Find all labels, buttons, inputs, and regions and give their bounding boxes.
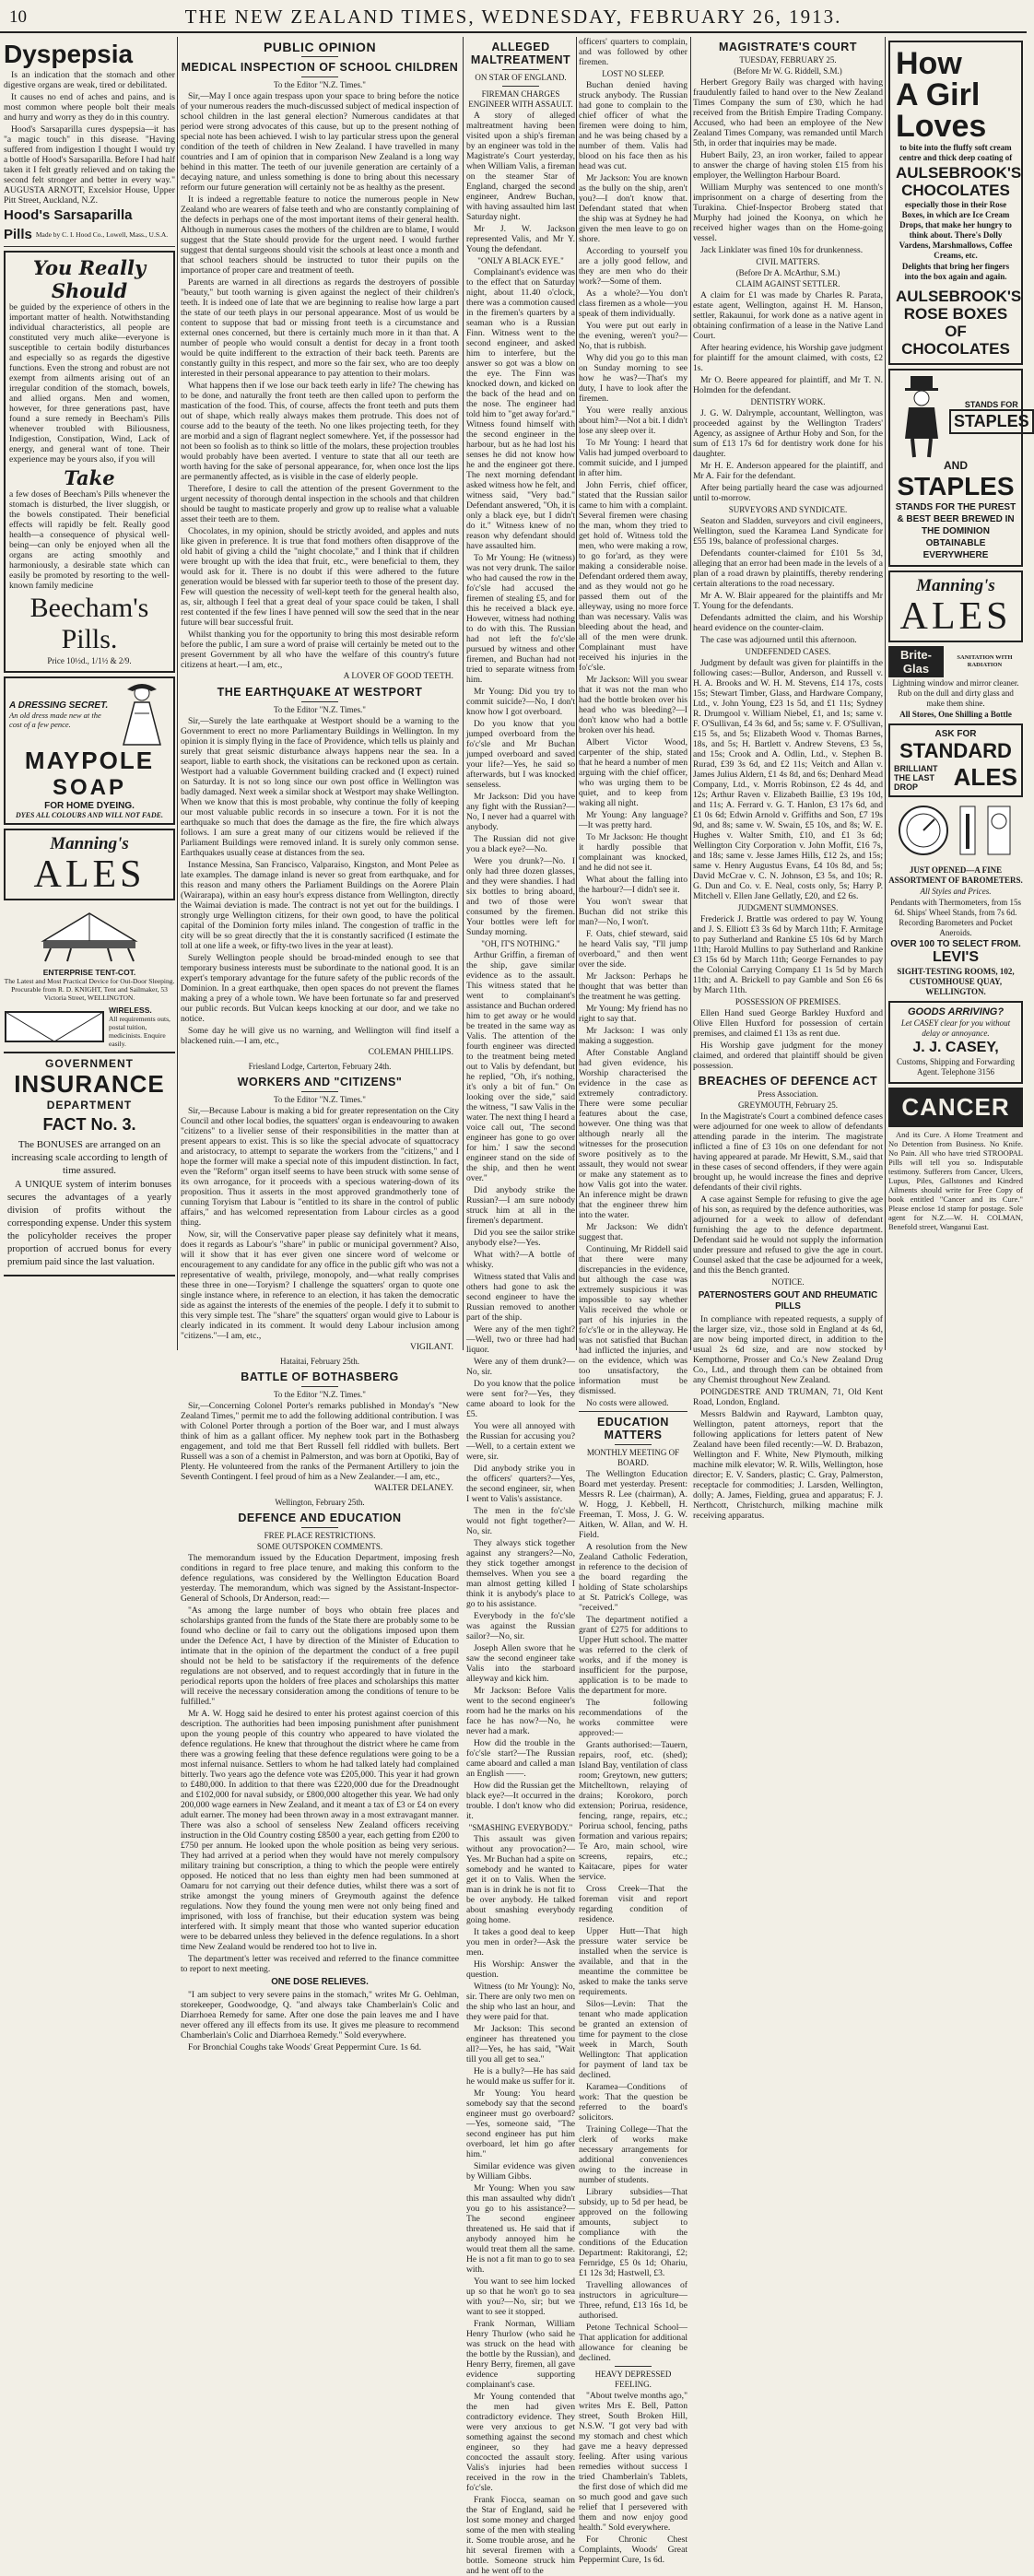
- barometer-icon: [896, 801, 1016, 860]
- article-paragraph: Mr Jackson: Before Valis went to the second engineer's room had he the marks on his face he has now?—No, he never had a mark.: [466, 1686, 575, 1736]
- article-paragraph: Mr Young: Did you try to commit suicide?—No, I don't know how I got overboard.: [466, 687, 575, 717]
- article-paragraph: "As among the large number of boys who obtain free places and scholarships granted from the funds of the State there are probably some to be found who decline or fail to carry out the obligations imposed upon them under the Defence Act, I have by direction of the Minister of Education to intimate that in the opinion of the department the conduct of a free pupil should not be held to be satisfactory if the requirements of the defence regulations are not observed, and to request accordingly that in future in the periodical reports upon the holders of free places and scholarships this matter will receive the necessary consideration among the conditions of tenure to be fulfilled.": [181, 1606, 459, 1707]
- dyspepsia-headline: Dyspepsia: [4, 40, 134, 68]
- article-paragraph: Witness stated that Valis and others had gone to ask the second engineer to have the Russian removed to another part of the ship.: [466, 1272, 575, 1323]
- aulsebrooks-brand: AULSEBROOK'S: [896, 164, 1022, 182]
- article-paragraph: Frank Fiocca, seaman on the Star of England, said he lost some money and charged some of the men with stealing it. Some trouble arose, and he hit several firemen with a bottle. Someone struck him and he went off to the: [466, 2495, 575, 2576]
- ales-brand: ALES: [33, 853, 146, 896]
- chocolates-brand: CHOCOLATES: [901, 182, 1010, 199]
- hoods-headline: Hood's Sarsaparilla: [4, 207, 133, 223]
- mannings-ales-ad: [4, 829, 175, 900]
- article-paragraph: Sir,—Because Labour is making a bid for greater representation on the City Council and other local bodies, the squatters' organ is endeavouring to awaken "citizens" to a livelier sense of their responsibilities in the matter than at present appears to exist. This is so like the special advocate of squattocracy and aristocracy, to attempt to separate the workers from the "citizens," and I hope the former will make a special note of this impudent distinction. In fact, even the "Reform" organ itself seems to have been struck with some sense of its own arrogance, for it proceeds with a specious watering-down of its proposition. Thus it asserts in the most approved grandmotherly tone of cunning Toryism that Labour is "entitled to its share in the control of public affairs," and has welcomed representation from Labour circles as a good thing.: [181, 1106, 459, 1228]
- ad-text: Hood's Sarsaparilla cures dyspepsia—it has "a magic touch" in this disease. "Having suffered from indigestion I thought I would try a bottle of Hood's Sarsaparilla. Before I had half taken it I felt greatly relieved and on taking the second felt stronger and better in every way." AUGUSTA ARNOTT, Excelsior House, Upper Pitt Street, Auckland, N.Z.: [4, 124, 175, 206]
- staples-top-row: [894, 374, 1029, 459]
- casey-ad: [888, 1001, 1023, 1084]
- wireless-text: All requirements outs, postal tuition, medicinists. Enquire easily.: [109, 1015, 170, 1048]
- article-paragraph: Did you see the sailor strike anybody else?—Yes.: [466, 1228, 575, 1248]
- article-paragraph: Mr Young: When you saw this man assaulted why didn't you go to his assistance?—The second engineer threatened us. He said that if anybody annoyed him he would treat them all the same. He is not a fit man to go to sea with.: [466, 2183, 575, 2275]
- stands-for-label: STANDS FOR: [964, 399, 1018, 409]
- article-paragraph: Did anybody strike you in the officers' quarters?—Yes, the second engineer, sir, when I went to Valis's assistance.: [466, 1464, 575, 1504]
- beechams-ad: [4, 251, 175, 673]
- fact-text-2: A UNIQUE system of interim bonuses secures the advantages of a yearly division of profits without the corresponding expense. Under this system the policyholder receives the proper proportion of accrued bonus for every premium paid since the last valuation.: [7, 1180, 171, 1267]
- government-insurance-ad: [4, 1052, 175, 1276]
- article-headline: THE EARTHQUAKE AT WESTPORT: [217, 686, 423, 699]
- article-headline: WORKERS AND "CITIZENS": [237, 1076, 403, 1088]
- soap-brand: SOAP: [52, 775, 126, 800]
- article-subheading: CLAIM AGAINST SETTLER.: [735, 279, 840, 288]
- tent-cot-ad: [4, 904, 175, 1002]
- article-paragraph: What with?—A bottle of whisky.: [466, 1250, 575, 1270]
- over-100-label: OVER 100 TO SELECT FROM.: [890, 939, 1021, 949]
- tent-maker: Procurable from R. D. KNIGHT, Tent and Sailmaker, 53 Victoria Street, WELLINGTON.: [11, 985, 168, 1002]
- article-paragraph: As a whole?—You don't class firemen as a whole—you speak of them individually.: [579, 288, 687, 319]
- ask-for-label: ASK FOR: [934, 729, 977, 739]
- article-subheading: (Before Mr W. G. Riddell, S.M.): [734, 66, 842, 76]
- article-paragraph: The Russian did not give you a black eye?—No.: [466, 834, 575, 854]
- article-paragraph: Mr Young contended that the men had given contradictory evidence. They were very anxious to get something against the second engineer, so they had concocted the assault story. Valis's injuries had been received in the row in the fo'c'sle.: [466, 2392, 575, 2493]
- tent-title: ENTERPRISE TENT-COT.: [42, 968, 136, 977]
- article-paragraph: Mr Jackson: Did you have any fight with the Russian?—No, I never had a quarrel with anybody.: [466, 792, 575, 832]
- article-paragraph: Upper Hutt—That high pressure water service be installed when the service is available, and that in the meantime the committee be asked to make the tanks serve requirements.: [579, 1926, 687, 1997]
- cancer-cure-ad: [888, 1088, 1023, 1231]
- briteglas-side: SANITATION WITH RADIATION: [957, 654, 1013, 668]
- divider: [301, 1386, 338, 1387]
- briteglas-text: Lightning window and mirror cleaner. Rub on the dull and dirty glass and make them shine.: [892, 678, 1019, 708]
- article-paragraph: What happens then if we lose our back teeth early in life? The chewing has to be done, and naturally the front teeth are then called upon to perform the mastication of the food. This, of course, affects the front teeth and puts them out of shape, which really always makes them protrude. This does not of course add to the beauty of the teeth. No one likes projecting teeth, for they are morbid and a sign of flagrant neglect somewhere. Yet, if the possessor had not been so foolish as to think so little of the molars, these projection troubles would probably have been averted. I venture to state that all our teeth are worth having for the sake of personal appearance, for, when once lost the lips are permanently affected, as is visible in the case of elderly people.: [181, 381, 459, 482]
- article-subheading: ON STAR OF ENGLAND.: [475, 73, 567, 82]
- article-subheading: SOME OUTSPOKEN COMMENTS.: [256, 1542, 383, 1551]
- wireless-text-block: [109, 1006, 175, 1048]
- staples-text: STANDS FOR THE PUREST & BEST BEER BREWED IN THE DOMINION OBTAINABLE EVERYWHERE: [895, 502, 1016, 560]
- column-public-opinion: [181, 37, 459, 2053]
- article-paragraph: Whilst thanking you for the opportunity to bring this most desirable reform before the public, I am sure a word of praise will certainly be meted out to the present Government by all who have the welfare of this country's future citizens at heart.—I am, etc.,: [181, 629, 459, 670]
- article-paragraph: Mr Young: Any language?—It was pretty hard.: [579, 810, 687, 830]
- article-paragraph: Defendants counter-claimed for £101 5s 3d, alleging that an error had been made in the levels of a plan of a road drawn by plaintiffs, thereby rendering certain alterations to the road necessary.: [693, 548, 883, 589]
- article-headline: BREACHES OF DEFENCE ACT: [698, 1075, 878, 1088]
- government-label: GOVERNMENT: [44, 1057, 134, 1070]
- article-paragraph: Were any of the men tight?—Well, two or three had had liquor.: [466, 1324, 575, 1355]
- article-paragraph: Defendants admitted the claim, and his Worship heard evidence on the counter-claim.: [693, 613, 883, 633]
- letter-location: Wellington, February 25th.: [275, 1498, 365, 1507]
- ad-text: Delights that bring her fingers into the box again and again.: [901, 262, 1010, 281]
- divider: [579, 1411, 687, 1412]
- article-paragraph: Sir,—May I once again trespass upon your space to bring before the notice of your numerous readers the much-discussed subject of medical inspection of school children in the last general election? Numerous candidates at that period were strong advocates of this cause, but up to the present nothing of special note has been achieved. I wish to lay particular stress upon the general condition of the teeth of children in New Zealand. I have travelled in many countries and I am of opinion that in comparison New Zealand is a long way behind in this matter. The teeth of our juvenile generation are certainly of a decaying nature, and unless something is done to bring about this necessary reform our future generation will certainly not be as healthy as the present.: [181, 91, 459, 193]
- article-paragraph: After hearing evidence, his Worship gave judgment for plaintiff for the amount claimed, with costs, £2 1s.: [693, 343, 883, 373]
- maypole-soap-ad: [4, 676, 175, 825]
- article-paragraph: William Murphy was sentenced to one month's imprisonment on a charge of deserting from the Turakina. Chief-Inspector Broberg stated that Murphy had joined the Koonya, on which he received higher wages than on the Home-going vessel.: [693, 182, 883, 243]
- article-headline: BATTLE OF BOTHASBERG: [241, 1370, 399, 1383]
- article-paragraph: The men in the fo'c'sle would not fight together?—No, sir.: [466, 1506, 575, 1536]
- column-rule: [885, 37, 886, 1350]
- article-paragraph: Surely Wellington people should be broad-minded enough to see that temporary business interests must be subordinate to the national good. It is an expert's temporary advantage for the future safety of the public records of the Dominion. In a great earthquake, then open spaces do not prevent the flames making a prey of a whole town. We have been fortunate so far and preserved our public records. But Vulcan keeps knocking at our door, and we take no notice.: [181, 953, 459, 1024]
- article-paragraph: Training College—That the clerk of works make necessary arrangements for additional conveniences owing to the increase in number of students.: [579, 2124, 687, 2185]
- standard-taglines: [894, 764, 950, 792]
- staples-big: STAPLES: [897, 472, 1015, 500]
- briteglas-price: All Stores, One Shilling a Bottle: [899, 710, 1012, 719]
- letter-location: Hataitai, February 25th.: [280, 1357, 359, 1366]
- soap-colours: DYES ALL COLOURS AND WILL NOT FADE.: [16, 811, 163, 819]
- article-paragraph: To Mr Young: I heard that Valis had jumped overboard to commit suicide, and I jumped in after him.: [579, 438, 687, 478]
- ad-text: be guided by the experience of others in the important matter of health. Notwithstanding individual characteristics, all people are constituted very much alike—everyone is susceptible to certain bodily disturbances and especially so as regards the digestive functions. Even the strong and robust are not exempt from ailments arising out of an irregular condition of the stomach, bowels, and allied organs. Men and women, however, for three generations past, have found a sure remedy in Beecham's Pills whenever troubled with Biliousness, Indigestion, Constipation, Wind, Lack of energy, and general want of tone. Their experience may be yours also, if you will: [9, 302, 170, 465]
- article-paragraph: Mr Young: My friend has no right to say that.: [579, 1004, 687, 1024]
- soap-subtitle: FOR HOME DYEING.: [44, 801, 135, 811]
- article-paragraph: Similar evidence was given by William Gibbs.: [466, 2161, 575, 2182]
- article-paragraph: Mr Jackson: This second engineer has threatened you all?—Yes, he has said, "Wait till you all get to sea.": [466, 2024, 575, 2064]
- how-headline: How: [896, 46, 962, 81]
- article-paragraph: Witness (to Mr Young): No, sir. There are only two men on the ship who last an hour, and they were paid for that.: [466, 1982, 575, 2022]
- article-paragraph: Sir,—Concerning Colonel Porter's remarks published in Monday's "New Zealand Times," permit me to add the following additional contribution. I was with Colonel Porter through a portion of the Boer war, and I must always think of him as a gallant officer. My nephew took part in the Bothasberg engagement, and told me that Bert Russell fell riddled with bullets. Bert Russell was a son of a chemist in Palmerston, and was born at Opotiki, Bay of Plenty. He volunteered from the ranks of the Permanent Artillery to join the Seventh Contingent. I feel proud of him as a New Zealander.—I am, etc.,: [181, 1401, 459, 1482]
- ad-text: It causes no end of aches and pains, and is most common where people bolt their meals and hurry and worry as they do in this country.: [4, 92, 175, 123]
- mannings-script: Manning's: [50, 834, 129, 853]
- article-paragraph: His Worship gave judgment for the money claimed, and ordered that plaintiff should be given possession.: [693, 1041, 883, 1071]
- article-paragraph: How did the trouble in the fo'c'sle start?—The Russian came aboard and called a man an English ——.: [466, 1738, 575, 1779]
- insurance-label: INSURANCE: [14, 1070, 165, 1098]
- aulsebrooks-ad: [888, 41, 1023, 365]
- article-paragraph: Mr Young: You heard somebody say that the second engineer must go overboard?—Yes, someone said, "The second engineer has put him overboard, let him go after him.": [466, 2088, 575, 2159]
- article-paragraph: His Worship: Answer the question.: [466, 1959, 575, 1980]
- dressing-row: [9, 682, 170, 747]
- page-number: 10: [9, 7, 27, 27]
- article-paragraph: Why did you go to this man on Sunday morning to see how he was?—That's my duty, I have to look after the firemen.: [579, 353, 687, 404]
- cancer-text: And its Cure. A Home Treatment and No Detention from Business. No Knife. No Pain. All who have tried STROOPAL Pills will tell you so. Indisputable testimony. Sufferers from Cancer, Ulcers, Lupus, Piles, Gallstones and Kindred Ailments should write for Free Copy of book entitled "Cancer and its Cure." Please enclose 1d stamp for postage. Sole agent for N.Z.—W. H. COLMAN, Benefold street, Wanganui East.: [888, 1130, 1023, 1231]
- article-paragraph: You were all annoyed with the Russian for accusing you?—Well, to a certain extent we were, sir.: [466, 1421, 575, 1462]
- wireless-title: WIRELESS.: [109, 1006, 152, 1015]
- article-paragraph: Chocolates, in my opinion, should be strictly avoided, and apples and nuts like given in preference. It is true that fond mothers often disapprove of the old habit of giving a child the "night chocolate," and I think that if children were brought up with the idea that fruit, etc., were beneficial to them, they would ask for it. There is no doubt if this were adhered to the future generation would be blessed with far superior teeth to those of the present day. Few will question the necessity of well-kept teeth for the general health also, as, sir, although I feel that a great deal of your space could be taken, I shall rest contented if the few lines I have penned will sow the seed that in the near future will bear successful fruit.: [181, 526, 459, 628]
- article-paragraph: Parents are warned in all directions as regards the destroyers of possible "beauty," but tooth warning is given against the neglect of their children's teeth. It is indeed one of late that we are beginning to realise how large a part the state of our teeth plays in our personal appearance. Most of us would be content to suppose that bad or missing front teeth is a circumstance and external ones concerned, but there is certainly much more in it than that. A number of people who would consult a dentist for decay in a front tooth would be quite indifferent to the extraction of their back teeth. Parents are constantly guilty in this respect, and more so the fair sex, who are too deeply interested in their personal appearance to pay attention to their molars.: [181, 277, 459, 379]
- maypole-brand: MAYPOLE: [24, 747, 155, 774]
- to-editor: To the Editor "N.Z. Times.": [274, 1390, 366, 1399]
- article-subheading: TUESDAY, FEBRUARY 25.: [739, 55, 837, 65]
- divider: [615, 2366, 652, 2367]
- article-paragraph: After Constable Angland had given evidence, his Worship characterised the evidence in the case as extremely contradictory. There were some peculiar features about the case, however. One thing was that although nearly all the witnesses for the prosecution swore positively as to the assault, they would not swear or make any statement as to how Valis got into the water. An inference might be drawn that the engineer threw him into the water.: [579, 1048, 687, 1220]
- dressing-title: A DRESSING SECRET.: [9, 700, 109, 711]
- article-paragraph: Cross Creek—That the foreman visit and report regarding condition of residence.: [579, 1884, 687, 1924]
- rose-boxes-brand: AULSEBROOK'S ROSE BOXES OF CHOCOLATES: [896, 288, 1022, 358]
- article-paragraph: Do you know that the police were sent for?—Yes, they came aboard to look for the £5.: [466, 1379, 575, 1419]
- article-paragraph: How did the Russian get the black eye?—It occurred in the trouble. I don't know who did it.: [466, 1781, 575, 1821]
- article-paragraph: Messrs Baldwin and Rayward, Lambton quay, Wellington, patent attorneys, report that the following applications for letters patent of New Zealand have been filed recently:—W. D. Brabazon, Wellington and F. White, New Plymouth, milking machine milk elevator; W. R. Wills, Wellington, hose director; E. V. Sanders, plastic; C. Gray, Palmerston, receptacle for commodities; J. Larsden, Wellington, dolly; A. James, Fielding, gruea and apparatus; F. J. Nerthcott, Christchurch, milking machine milk receiving apparatus.: [693, 1409, 883, 1521]
- article-paragraph: Karamea—Conditions of work: That the question be referred to the board's solicitors.: [579, 2082, 687, 2123]
- beechams-logo: Beecham's: [29, 593, 149, 623]
- article-paragraph: Sir,—Surely the late earthquake at Westport should be a warning to the Government to erect no more Parliamentary Buildings in Wellington. In my opinion it is simply flying in the face of Providence, which tells us plainly and surely that great seismic disturbance always happens near the sea. In a seaport, liable to earth shock, the visitations can be reckoned upon as certain. Westport had a valuable Government building cracked and (I expect) ruined on Saturday. It is not so long since our own post office in Wellington was badly damaged. Next week a similar shock at Westport may shake Wellington. When we know that this is most probable, why continue the folly of keeping our most valuable public records in so insecure a town. For it is not the earthquake so much that does the damage as the fire, the fire which always follows. I am sure a great many of our citizens would be relieved if the Parliament Buildings were removed inland. It is surely only common sense. Earthquakes usually cease at distances from the sea.: [181, 716, 459, 858]
- article-subheading: "ONLY A BLACK EYE.": [477, 256, 564, 265]
- department-label: DEPARTMENT: [46, 1099, 133, 1112]
- article-paragraph: Some day he will give us no warning, and Wellington will find itself a blackened ruin.—I am, etc.,: [181, 1026, 459, 1046]
- article-subheading: GREYMOUTH, February 25.: [738, 1100, 838, 1110]
- article-subheading: Press Association.: [758, 1089, 818, 1099]
- article-headline: ALLEGED MALTREATMENT: [470, 41, 571, 66]
- article-subheading: "SMASHING EVERYBODY.": [468, 1823, 573, 1832]
- article-paragraph: Complainant's evidence was to the effect that on Saturday night, about 11.40 o'clock, there was a commotion caused in the firemen's quarters by a seaman who is a Russian Finn. Witness went to the second engineer, and asked him to interfere, but the answer so got was a blow on the eye. The Finn was knocked down, and kicked on the back of the head and on the nose. The engineer had told him to "get away for'ard." Witness found himself with the second engineer in the harbour, but as he had lost his senses he did not know how he and the engineer got there. The next morning defendant asked witness how he felt, and witness said, "Very bad." Defendant answered, "Oh, it is only a black eye, but I didn't do it." Witness knew of no reason why defendant should have assaulted him.: [466, 267, 575, 551]
- article-paragraph: He is a bully?—He has said he would make us suffer for it.: [466, 2066, 575, 2087]
- masthead: [0, 0, 1027, 33]
- gentleman-figure-icon: [894, 374, 949, 459]
- article-paragraph: It is indeed a regrettable feature to notice the numerous people in New Zealand who are wearers of false teeth and who are constantly complaining of the defects in perhaps one of the most important items of their general health. Although in numerous cases the mothers of the children are to blame, I would suggest that the State should provide for the urgent need. I would further suggest that dental surgeons should visit the schools at least once a month and that school teachers should be instructed to tutor their pupils on the importance of proper care and treatment of teeth.: [181, 194, 459, 276]
- article-paragraph: Mr Jackson: We didn't suggest that.: [579, 1222, 687, 1242]
- article-headline: PATERNOSTERS GOUT AND RHEUMATIC PILLS: [698, 1290, 878, 1312]
- levis-brand: LEVI'S: [932, 949, 980, 965]
- column-rule: [463, 37, 464, 1350]
- standard-bottom-row: [894, 763, 1017, 792]
- column-advertisements-right: [888, 37, 1029, 1353]
- section-heading: PUBLIC OPINION: [263, 40, 377, 54]
- tent-cot-icon: [34, 904, 145, 963]
- dressing-caption: An old dress made new at the cost of a few pence.: [9, 710, 101, 729]
- article-paragraph: A resolution from the New Zealand Catholic Federation, in reference to the decision of the board regarding the holding of State scholarships at St. Patrick's College, was "received.": [579, 1542, 687, 1613]
- standard-ales-ad: [888, 723, 1023, 797]
- article-paragraph: Library subsidies—That subsidy, up to 5d per head, be approved on the following amounts, subject to compliance with the conditions of the Education Department: Rakitorangi, £2; Fernridge, £5 0s 1d; Ohariu, £1 12s 3d; Hastwell, £3.: [579, 2187, 687, 2278]
- article-paragraph: In the Magistrate's Court a combined defence cases were adjourned for one week to allow of defendants attending parade in the interim. The magistrate inflicted a fine of £3 10s on one defendant for not having appeared at parade. Mr Hewitt, S.M., said that in these cases of second offenders, if they were again brought up, he would increase the fines and deprive defendants of their civil rights.: [693, 1112, 883, 1193]
- article-paragraph: Now, sir, will the Conservative paper please say definitely what it means, does it regards as Labour's "share" in public or municipal government? Also, will it show that it has ever given one sincere word of welcome or encouragement to any candidate for any office in the public gift who was not a representative of wealth, privilege, monopoly, and—what really comprises these three in one—Toryism? I challenge the squatters' organ to quote one single instance where, in reference to an election, it has taken the democratic side as against the interests of the enemies of the people. I defy it to submit to this very simple test. The "share" the squatters' organ would give to Labour is clearly indicated in its comment. It would deny Labour inclusion among "citizens."—I am, etc.,: [181, 1229, 459, 1341]
- article-paragraph: In compliance with repeated requests, a supply of the larger size, viz., those sold in England at 4s 6d, are now being imported direct, in addition to the usual 2s 6d size, and are now stocked by Kempthorne, Prosser and Co.'s New Zealand Drug Co., Ltd., and through them can be obtained from any Chemist throughout New Zealand.: [693, 1314, 883, 1385]
- article-subheading: SURVEYORS AND SYNDICATE.: [728, 505, 848, 514]
- article-subheading: NOTICE.: [771, 1277, 805, 1287]
- article-paragraph: Herbert Gregory Baily was charged with having fraudulently failed to hand over to the New Zealand Times Company the sum of £30, which he had received from the British Empire Trading Company. Accused, who had been an employee of the New Zealand Times Company, was remanded until March 5th, in order that inquiries may be made.: [693, 77, 883, 148]
- article-paragraph: Everybody in the fo'c'sle was against the Russian sailor?—No, sir.: [466, 1611, 575, 1641]
- masthead-title: THE NEW ZEALAND TIMES, WEDNESDAY, FEBRUARY 26, 1913.: [184, 6, 842, 28]
- article-paragraph: Mr J. W. Jackson represented Valis, and Mr Y. Young the defendant.: [466, 224, 575, 254]
- article-paragraph: Continuing, Mr Riddell said that there were many discrepancies in the evidence, but although the case was extremely suspicious it was impossible to say whether Valis received the whole or part of his injuries in the fo'c's'le or in the alleyway. He was not satisfied that Buchan had inflicted the injuries, and on the evidence, which was too unsatisfactory, the information must be dismissed.: [579, 1244, 687, 1396]
- article-paragraph: F. Oats, chief steward, said he heard Valis say, "I'll jump overboard," and then went over the side.: [579, 929, 687, 970]
- briteglas-ad: [888, 646, 1023, 720]
- article-paragraph: Silos—Levin: That the tenant who made application be granted an extension of time for payment to the close week in March, South Wellington: That application for payment of land tax be declined.: [579, 1999, 687, 2080]
- to-editor: To the Editor "N.Z. Times.": [274, 1095, 366, 1104]
- mannings-script: Manning's: [916, 576, 995, 595]
- article-paragraph: This assault was given without any provocation?—Yes. Mr Buchan had a spite on somebody and he wanted to get it on to Valis. When the man is in drink he is not fit to be over anybody. He talked about smashing everybody going home.: [466, 1834, 575, 1925]
- article-subheading: DENTISTRY WORK.: [750, 397, 826, 406]
- fact-text: The BONUSES are arranged on an increasing scale according to length of time assured.: [11, 1139, 168, 1176]
- divider: [301, 1527, 338, 1528]
- article-paragraph: Joseph Allen swore that he saw the second engineer take Valis into the starboard alleyway and kick him.: [466, 1643, 575, 1684]
- article-paragraph: It takes a good deal to keep you men in order?—Ask the men.: [466, 1927, 575, 1958]
- article-paragraph: Hubert Baily, 23, an iron worker, failed to appear to answer the charge of having stolen £15 from his employer, the Wellington Harbour Board.: [693, 150, 883, 181]
- signature: WALTER DELANEY.: [373, 1484, 453, 1493]
- article-subheading: "OH, IT'S NOTHING.": [481, 939, 560, 948]
- staples-banner: [949, 400, 1034, 434]
- a-girl-headline: A Girl: [896, 77, 981, 112]
- column-court-continued: [579, 37, 687, 2565]
- article-subheading: CIVIL MATTERS.: [756, 257, 820, 266]
- article-paragraph: Grants authorised:—Tauern, repairs, roof, etc. (shed); Island Bay, ventilation of class room; Greytown, new gutters; Mitchelltown, relaying of drains; Korokoro, porch extension; Porirua, residence, fencing, range, repairs, etc.; Porirua school, fencing, paths formation and various repairs; Te Aro, main school, wire screens, repairs, etc.; Kaitacare, pipes for water service.: [579, 1740, 687, 1882]
- article-paragraph: What about the falling into the harbour?—I didn't see it.: [579, 875, 687, 895]
- column-rule: [576, 37, 577, 1350]
- divider: [502, 86, 539, 87]
- article-paragraph: Mr Jackson: Perhaps he thought that was better than the treatment he was getting.: [579, 971, 687, 1002]
- last-drop-label: THE LAST DROP: [894, 772, 934, 792]
- article-paragraph: The following recommendations of the works committee were approved:—: [579, 1698, 687, 1738]
- article-paragraph: A case against Semple for refusing to give the age of his son, as required by the defence authorities, was adjourned for a week to allow of defendant furnishing the age to the defence department. Defendant said he would not supply the information under pressure and refused to give the age in court. Counsel asked that the case be adjourned for a week, and this the Bench granted.: [693, 1194, 883, 1276]
- divider: [301, 56, 338, 57]
- just-opened: JUST OPENED—A FINE ASSORTMENT OF BAROMETERS.: [888, 865, 1023, 885]
- ad-text: a few doses of Beecham's Pills whenever the stomach is disturbed, the liver sluggish, or the bowels constipated. Their beneficial effects will rapidly be felt. Really good health—a consequence of physical well-being—can only be enjoyed when all the organs are acting smoothly and harmoniously, a desirable state which can easily be promoted by resorting to the well-known family medicine: [9, 489, 170, 591]
- mannings-ales-ad-right: [888, 570, 1023, 642]
- article-paragraph: "I am subject to very severe pains in the stomach," writes Mr G. Oehlman, storekeeper, Goodwoodge, Q. "and always take Chamberlain's Colic and Diarrhoea Remedy for same. After one dose the pain leaves me and I have never offered any ill effects from its use. It gives me pleasure to recommend Chamberlain's Colic and Diarrhoea Remedy." Sold everywhere.: [181, 1990, 459, 2041]
- article-paragraph: According to yourself you are a jolly good fellow, and they are men who do their work?—Some of them.: [579, 246, 687, 287]
- article-paragraph: Mr O. Beere appeared for plaintiff, and Mr T. N. Holmden for the defendant.: [693, 375, 883, 395]
- levis-address: SIGHT-TESTING ROOMS, 102, CUSTOMHOUSE QUAY, WELLINGTON.: [897, 967, 1015, 996]
- article-paragraph: Mr A. W. Blair appeared for the plaintiffs and Mr T. Young for the defendants.: [693, 591, 883, 611]
- lady-figure-icon: [114, 682, 170, 747]
- article-paragraph: Do you know that you jumped overboard from the fo'c'sle and Mr Buchan jumped overboard and saved your life?—Yes, he said so afterwards, but I was knocked senseless.: [466, 719, 575, 790]
- casey-text: Customs, Shipping and Forwarding Agent. Telephone 3156: [896, 1057, 1015, 1076]
- article-paragraph: The department's letter was received and referred to the finance committee to report to next meeting.: [181, 1954, 459, 1974]
- divider: [615, 1444, 652, 1445]
- staples-ad: [888, 369, 1029, 567]
- article-paragraph: The Wellington Education Board met yesterday. Present: Messrs R. Lee (chairman), A. W. Hogg, J. Kebbell, H. Freeman, T. Moss, J. G. W. Aitken, W. Allan, and W. H. Field.: [579, 1469, 687, 1540]
- casey-tagline: Let CASEY clear for you without delay or annoyance.: [900, 1018, 1011, 1038]
- article-paragraph: Frederick J. Brattle was ordered to pay W. Young and J. S. Elliott £3 3s 6d by March 11th; F. Armitage to pay Sutherland and Rankine £5 10s 6d by March 11th; Harold Mullins to pay Sutherland and Rankine £3 15s 6d by March 11th; George Fernandes to pay the Colonial Carrying Company £1 1s 5d by March 11th; and A. Brickell to pay Gamble and Son £6 6s by March 11th.: [693, 914, 883, 995]
- article-paragraph: "About twelve months ago," writes Mrs E. Bell, Patton street, South Broken Hill, N.S.W. "I got very bad with my stomach and chest which gave me a heavy depressed feeling. After using various remedies without success I tried Chamberlain's Tablets, the first dose of which did me so much good and gave such relief that I persevered with them and now enjoy good health." Sold everywhere.: [579, 2391, 687, 2533]
- article-paragraph: You want to see him locked up so that he won't go to sea with you?—No, sir; but we want to see it stopped.: [466, 2276, 575, 2317]
- article-paragraph: To Mr Jackson: He thought it hardly possible that complainant was knocked, and he did not see it.: [579, 832, 687, 873]
- to-editor: To the Editor "N.Z. Times.": [274, 705, 366, 714]
- article-paragraph: No costs were allowed.: [586, 1398, 669, 1408]
- and-label: AND: [944, 459, 968, 472]
- divider: [502, 69, 539, 70]
- article-paragraph: Frank Norman, William Henry Thurlow (who said he was struck on the head with the bottle by the Russian), and Henry Berry, firemen, all gave evidence supporting complainant's case.: [466, 2319, 575, 2390]
- signature: COLEMAN PHILLIPS.: [368, 1048, 453, 1057]
- ad-text: to bite into the fluffy soft cream centre and thick deep coating of: [899, 143, 1013, 162]
- loves-headline: Loves: [896, 109, 987, 144]
- hoods-pills: Pills: [4, 227, 32, 242]
- to-editor: To the Editor "N.Z. Times.": [274, 80, 366, 89]
- ales-brand: ALES: [899, 595, 1012, 638]
- article-subheading: FREE PLACE RESTRICTIONS.: [264, 1531, 376, 1540]
- article-headline: MEDICAL INSPECTION OF SCHOOL CHILDREN: [181, 61, 459, 74]
- goods-arriving-label: GOODS ARRIVING?: [907, 1006, 1005, 1017]
- briteglas-brand: Brite-Glas: [888, 646, 944, 677]
- article-paragraph: A story of alleged maltreatment having been visited upon a ship's fireman by an engineer was told in the Magistrate's Court yesterday, when William Valis, a fireman on the steamer Star of England, charged the second engineer, Andrew Buchan, with having assaulted him last Saturday night.: [466, 111, 575, 222]
- article-headline: EDUCATION MATTERS: [597, 1416, 669, 1441]
- article-paragraph: POINGDESTRE AND TRUMAN, 71, Old Kent Road, London, England.: [693, 1387, 883, 1407]
- article-paragraph: You were put out early in the evening, weren't you?—No, that is rubbish.: [579, 321, 687, 351]
- letter-location: Friesland Lodge, Carterton, February 24th.: [248, 1062, 392, 1071]
- beechams-price: Price 10½d., 1/1½ & 2/9.: [47, 656, 132, 665]
- article-paragraph: Arthur Griffin, a fireman of the ship, gave similar evidence as to the assault. This witness stated that he went to complainant's assistance and Buchan ordered him to get away or he would be treated in the same way as Valis. The attention of the fourth engineer was directed to the treatment being meted out to Valis by defendant, but he replied, "Oh, it's nothing, it's only a bit of fun." On looking over the side," said the witness, "I saw Valis in the water. The next thing I heard a voice call out, 'The second engineer has gone to go over for him.' I saw the second engineer stand on the side of the ship, and then he went over.": [466, 950, 576, 1183]
- column-rule: [177, 37, 178, 1350]
- hoods-pills-line: [4, 225, 175, 247]
- briteglas-header: [888, 646, 1023, 677]
- article-paragraph: The memorandum issued by the Education Department, imposing fresh conditions in regard to free place tenure, and making this conform to the defence regulations, was considered by the Wellington Education Board yesterday. The memorandum, which was signed by the Assistant-Inspector-General of Schools, Dr Anderson, read:—: [181, 1553, 459, 1604]
- staples-logo: STAPLES: [949, 409, 1034, 434]
- article-paragraph: The department notified a grant of £275 for additions to Upper Hutt school. The matter was referred to the clerk of works, and if the money is insufficient for the purpose, application is to be made to the department for more.: [579, 1615, 687, 1696]
- article-paragraph: Travelling allowances of instructors in agriculture—Three, refund, £13 16s 1d, be authorised.: [579, 2280, 687, 2321]
- article-paragraph: Therefore, I desire to call the attention of the present Government to the urgent necessity of thorough dental inspection in the schools and that children should be taught to masticate properly and grow up to realise what a valuable asset their teeth are to them.: [181, 484, 459, 524]
- article-paragraph: officers' quarters to complain, and was followed by other firemen.: [579, 37, 687, 67]
- article-paragraph: Ellen Hand sued George Barkley Huxford and Olive Ellen Huxford for possession of certain premises, and claimed £1 13s as rent due.: [693, 1008, 883, 1039]
- signature: VIGILANT.: [409, 1343, 453, 1352]
- article-paragraph: Buchan denied having struck anybody. The Russian had gone to complain to the chief officer of what the firemen were doing to him, and he was being chased by a number of them. Valis had blood on his face then as his head was cut.: [579, 80, 687, 171]
- divider: [301, 76, 338, 77]
- brilliant-label: BRILLIANT: [894, 763, 938, 773]
- article-paragraph: Mr Jackson: I was only making a suggestion.: [579, 1026, 687, 1046]
- article-paragraph: Instance Messina, San Francisco, Valparaiso, Kingston, and Mont Pelee as late examples. The damage inland is never so great from earthquake, and for this reason and many others the Parliament Buildings on the Aorere Plain (Wairarapa), within an easy hour's express distance from Wellington, directly the Waimai deviation is made. The contract is not yet out for the buildings. I strongly urge Wellington citizens, for their own good, to have the political capital of the Dominion forty miles inland. The congestion of traffic in the city will be so great directly that the it is constantly sacrificed (I estimate the toll at one life a week, or fifty-two lives in the year at least).: [181, 860, 459, 951]
- asw-logo-icon: [4, 1010, 105, 1043]
- article-paragraph: J. G. W. Dalrymple, accountant, Wellington, was proceeded against by the Wellington Traders' Agency, as assignee of Arthur Hoby and Son, for the sum of £13 17s 6d for dentistry work done for his daughter.: [693, 408, 883, 459]
- standard-brand: STANDARD: [899, 739, 1012, 762]
- signature: A LOVER OF GOOD TEETH.: [343, 672, 453, 681]
- article-paragraph: Seaton and Sladden, surveyors and civil engineers, Wellington, sued the Karamea Land Syndicate for £55 19s, balance of professional charges.: [693, 516, 883, 547]
- article-paragraph: Were any of them drunk?—No, sir.: [466, 1357, 575, 1377]
- column-alleged-maltreatment: [466, 37, 576, 2576]
- divider: [301, 701, 338, 702]
- article-paragraph: Mr H. E. Anderson appeared for the plaintiff, and Mr A. Fair for the defendant.: [693, 461, 883, 481]
- article-subheading: MONTHLY MEETING OF BOARD.: [586, 1448, 680, 1467]
- ad-text: Is an indication that the stomach and other digestive organs are weak, tired or debilitated.: [4, 70, 175, 90]
- wireless-ad: [4, 1006, 175, 1048]
- article-headline: MAGISTRATE'S COURT: [719, 41, 857, 53]
- pendants-text: Pendants with Thermometers, from 15s 6d. Ships' Wheel Stands, from 7s 6d. Recording Barometers and Pocket Aneroids.: [889, 898, 1022, 937]
- tent-subtitle: The Latest and Most Practical Device for Out-Door Sleeping.: [4, 977, 175, 985]
- article-paragraph: To Mr Young: He (witness) was not very drunk. The sailor who had caused the row in the fo'c'sle had accused the firemen of stealing £5, and for this he received a black eye. However, witness had nothing to do with this. The Russian had not left the fo'c'sle pursued by witness and other firemen, and Buchan had not tried to separate witness from him.: [466, 553, 575, 685]
- ales-brand: ALES: [953, 763, 1017, 791]
- column-advertisements-left: [4, 37, 175, 1353]
- article-paragraph: Were you drunk?—No. I only had three dozen glasses, and they were shandies. I had six bottles to bring aboard, and two of those were consumed by the firemen. Your bottles were left for Sunday morning.: [466, 856, 575, 937]
- article-paragraph: You were really anxious about him?—Not a bit. I didn't lose any sleep over it.: [579, 406, 687, 436]
- article-paragraph: For Bronchial Coughs take Woods' Great Peppermint Cure. 1s 6d.: [188, 2042, 422, 2053]
- article-subheading: POSSESSION OF PREMISES.: [734, 997, 841, 1006]
- levis-ad: [888, 801, 1023, 997]
- pills-logo: Pills.: [61, 624, 118, 654]
- article-paragraph: Did anybody strike the Russian?—I am sure nobody struck him at all in the firemen's department.: [466, 1185, 575, 1226]
- column-rule: [690, 37, 691, 1350]
- article-paragraph: They always stick together against any strangers?—No, they stick together amongst themselves. When you see a man almost getting killed I think it is anybody's place to go to his assistance.: [466, 1538, 575, 1609]
- article-paragraph: The case was adjourned until this afternoon.: [700, 635, 857, 645]
- take-headline: Take: [64, 466, 115, 489]
- article-paragraph: After being partially heard the case was adjourned until to-morrow.: [693, 483, 883, 503]
- column-magistrates-court: [693, 37, 883, 1521]
- article-subheading: (Before Dr A. McArthur, S.M.): [735, 268, 840, 277]
- article-paragraph: A claim for £1 was made by Charles R. Parata, estate agent, Wellington, against H. M. Hanson, settler, Rakaunui, for work done as a native agent in obtaining confirmation of a lease in the Native Land Court.: [693, 290, 883, 341]
- dressing-text: [9, 700, 111, 729]
- article-paragraph: Jack Linklater was fined 10s for drunkenness.: [700, 245, 864, 255]
- cancer-banner: CANCER: [888, 1088, 1023, 1127]
- article-headline: ONE DOSE RELIEVES.: [271, 1977, 369, 1987]
- article-subheading: HEAVY DEPRESSED FEELING.: [594, 2370, 672, 2389]
- article-paragraph: John Ferris, chief officer, stated that the Russian sailor came to him with a complaint. Several firemen were chasing the man, whom they tried to get hold of. Witness told the men, who were making a row, to go for'ard, as they were making a considerable noise. Defendant ordered them away, and as they would not go he passed them out of the alleyway, using no more force than was necessary. Valis was bleeding about the head, and all of the men were drunk. Complainant must have received his injuries in the fo'c'sle.: [579, 480, 687, 673]
- article-paragraph: Petone Technical School—That application for additional allowance for cleaning be declined.: [579, 2323, 687, 2363]
- fact-number: FACT No. 3.: [42, 1115, 136, 1134]
- article-paragraph: Mr Jackson: You are known as the bully on the ship, aren't you?—I don't know that. Defendant stated that when the ship was at Sydney he had given the men leave to go on shore.: [579, 173, 687, 244]
- article-headline: DEFENCE AND EDUCATION: [238, 1511, 402, 1524]
- ad-text: especially those in their Rose Boxes, in which are Ice Cream Drops, that make her hungry to think about. There's Dolly Vardens, Marshmallows, Coffee Creams, etc.: [899, 200, 1013, 260]
- article-paragraph: Judgment by default was given for plaintiffs in the following cases:—Bullor, Anderson, and Russell v. H. A. Brooks and W. H. M. Stevens, £14 17s, costs 15s; Stewart Timber, Glass, and Hardware Company, Ltd., v. John Young, £23 1s 5d, and £1 11s; Sydney R. Drumgool v. William Niebel, £1, and 1s; same v. F. O'Sullivan, £4 3s 6d, and 5s; same v. F. O'Sullivan, £15 5s, and 5s; Elizabeth Wood v. Thomas Barnes, 18s, and 5s; H. Bartlett v. Andrew Stevens, £3 5s, and 15s; Crook and A. Odlin, Ltd., v. Stephen B. Rurad, £39 3s 6d, and £2 11s; Veitch and Allan v. James Julius Aldern, £1 4s 8d, and 6s; Denhard Mead Company, Ltd., v. Morris Robinson, £2 4s 4d, and 12s; Arthur Raven v. Elizabeth Baillie, £3 19s 10d, and 11s; A. Ferrard v. G. T. Hanlon, £3 17s 6d, and £1 0s 6d; Edwin Arnold v. Griffiths and Son, £7 19s 9d, and 8s; same v. W. Swain, £5 10s, and 8s; W. E. Hughes v. Walter Smith, £10, and £1 3s 6d; Wellington City Corporation v. John Moffit, £16 7s, and 18s; same v. Jesse James Hills, £12 2s, and 15s; same v. Henry Augustus Evans, £4 10s 8d, and 5s; David McCrae v. C. N. Johnson, £3 5s, and 10s; R. G. Dun and Co. v. E. Neal, costs only, 5s; Harry P. Mitchell v. Ellen Jane Gellatly, £20, and £2 6s.: [693, 658, 883, 901]
- article-subheading: FIREMAN CHARGES ENGINEER WITH ASSAULT.: [468, 89, 573, 109]
- article-paragraph: Albert Victor Wood, carpenter of the ship, stated that he heard a number of men arguing with the chief officer, who was urging them to be quiet, and to keep from waking all night.: [579, 737, 687, 808]
- article-paragraph: For Chronic Chest Complaints, Woods' Great Peppermint Cure, 1s 6d.: [579, 2535, 687, 2565]
- article-paragraph: Mr Jackson: Will you swear that it was not the man who had the bottle broken over his head who was bleeding?—I don't know who had a bottle broken over his head.: [579, 675, 687, 735]
- article-subheading: JUDGMENT SUMMONSES.: [737, 903, 839, 912]
- styles-label: All Styles and Prices.: [920, 887, 992, 896]
- article-paragraph: Mr A. W. Hogg said he desired to enter his protest against coercion of this description. The authorities had been imposing punishment after punishment upon the young people of this country who appeared to have violated the defence regulations. He knew that throughout the district where he came from there was a growing feeling that these defence regulations were going to be a most infernal nuisance. Settlers to whom he had talked lately had complained bitterly. Two years ago the defence vote was £205,000. This year it had grown to £480,000. In addition to that there was £220,000 due for the Dreadnought and £102,000 for naval subsidy, or £800,000 altogether this year. We had only 200,000 wage earners in New Zealand, and it meant a tax of £3 or £4 on every adult earner. The money had been thrown away in a most extravagant manner. There was also a school of senseless New Zealand officers receiving instruction in the Old Country costing £8500 a year, each getting from £200 to £750 per annum. He looked upon the whole position as being very serious. They had arrived at a period when they would have not merely compulsory military training but conscription, a thing to which the people were entirely opposed. He noticed that no less than eighty men had been summoned at Oamaru for not carrying out their defence duties, whilst there was a sort of strike amongst the young miners of Greymouth against the defence regulations. Now they found the young men were not only being fined and imprisoned, with loss of franchise, but their education system was being interfered with. It simply meant that those who wanted superior education were to be debarred unless they believed in the defence regulations. In a short time New Zealand would be rendered too hot to live in.: [181, 1709, 459, 1952]
- casey-brand: J. J. CASEY,: [912, 1040, 999, 1055]
- divider: [301, 1091, 338, 1092]
- really-should-headline: You Really Should: [32, 256, 147, 302]
- article-paragraph: You won't swear that Buchan did not strike this man?—No, I won't.: [579, 897, 687, 927]
- hoods-maker: Made by C. I. Hood Co., Lowell, Mass., U.S.A.: [35, 229, 169, 239]
- article-subheading: UNDEFENDED CASES.: [745, 647, 831, 656]
- article-subheading: LOST NO SLEEP.: [602, 69, 664, 78]
